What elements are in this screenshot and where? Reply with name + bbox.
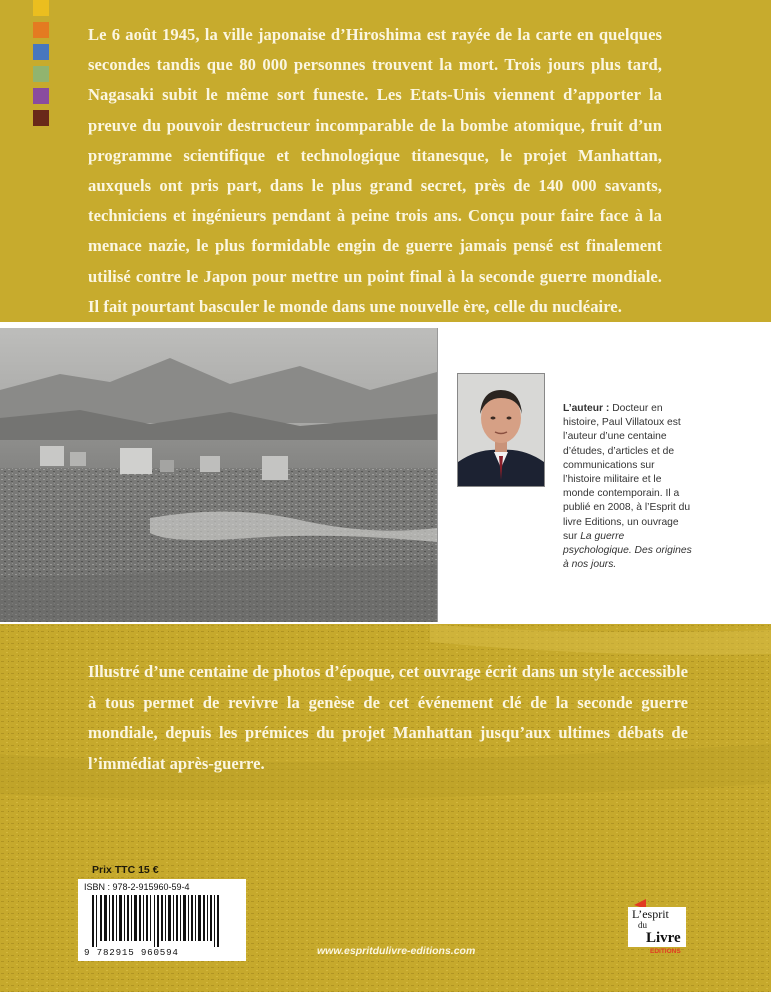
swatch-purple [33,88,49,104]
author-label: L’auteur : [563,403,610,414]
swatch-orange [33,22,49,38]
isbn-label: ISBN : 978-2-915960-59-4 [84,882,190,892]
author-portrait [457,373,545,487]
author-bio-text: Docteur en histoire, Paul Villatoux est l’auteur d’une centaine d’études, d’articles et de communications sur l’histoire militaire et le monde contemporain. Il a publié en 2008, à l’Esprit du livre Editions, un ouvrage sur [563,403,691,542]
logo-line-4: EDITIONS [650,948,681,955]
logo-line-2: du [638,920,647,930]
hiroshima-ruins-illustration [0,328,437,622]
intro-paragraph: Le 6 août 1945, la ville japonaise d’Hiroshima est rayée de la carte en quelques secondes tandis que 80 000 personnes trouvent la mort. Trois jours plus tard, Nagasaki subit le même sort funeste. Les Etats-Unis viennent d’apporter la preuve du pouvoir destructeur incomparable de la bombe atomique, fruit d’un programme scientifique et technologique titanesque, le projet Manhattan, auxquels ont pris part, dans le plus grand secret, près de 140 000 savants, techniciens et ingénieurs pendant à peine trois ans. Conçu pour faire face à la menace nazie, le plus formidable engin de guerre jamais pensé est finalement utilisé contre le Japon pour mettre un point final à la seconde guerre mondiale. Il fait pourtant basculer le monde dans une nouvelle ère, celle du nucléaire. [88,25,662,316]
swatch-green [33,66,49,82]
hiroshima-ruins-photo [0,328,438,622]
logo-line-1: L’esprit [632,907,669,921]
barcode-digits: 9 782915 960594 [84,947,179,958]
logo-line-3: Livre [646,930,681,946]
author-bio [563,402,695,572]
publisher-logo [624,899,688,955]
author-book-title: La guerre psychologique. Des origines à nos jours. [563,530,692,571]
swatch-blue [33,44,49,60]
price-label: Prix TTC 15 € [92,864,159,876]
swatch-brown [33,110,49,126]
color-swatch-strip [33,0,49,132]
publisher-logo-mark [624,899,688,955]
summary-paragraph: Illustré d’une centaine de photos d’époque, cet ouvrage écrit dans un style accessible à tous permet de revivre la genèse de cet événement clé de la seconde guerre mondiale, depuis les prémices du projet Manhattan jusqu’aux ultimes débats de l’immédiat après-guerre. [88,662,688,773]
author-portrait-illustration [458,374,544,486]
publisher-website[interactable]: www.espritdulivre-editions.com [317,945,476,957]
swatch-yellow [33,0,49,16]
